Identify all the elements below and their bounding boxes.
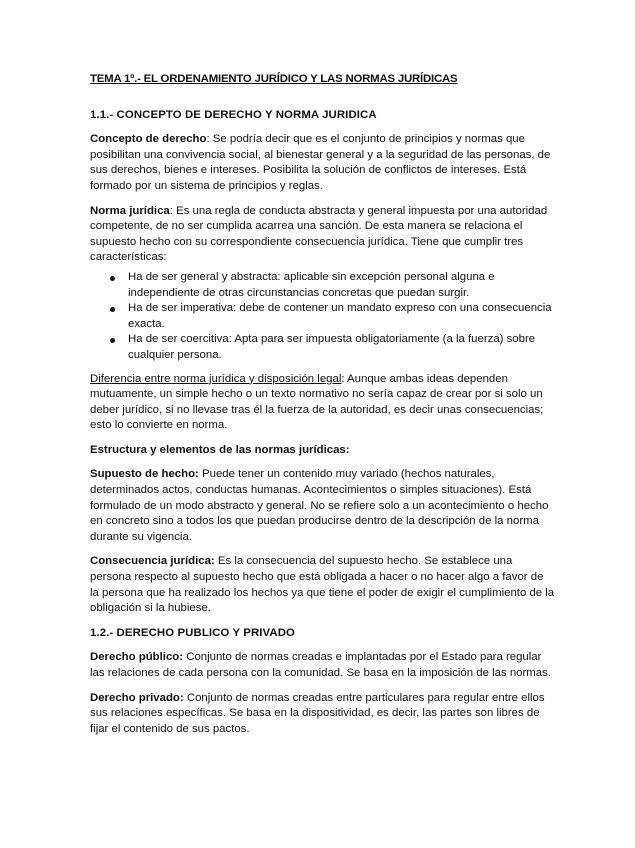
- text-derecho-publico: Conjunto de normas creadas e implantadas por el Estado para regular las relaciones de cada persona con la comunidad. Se basa en la imposición de las normas.: [90, 651, 551, 679]
- paragraph-derecho-publico: [90, 650, 555, 681]
- text-supuesto-hecho: Puede tener un contenido muy variado (hechos naturales, determinados actos, conductas humanas. Acontecimientos o simples situaciones). Está formulado de un modo abstracto y general. No se refiere solo a un acontecimiento o hecho en concreto sino a todos los que puedan producirse dentro de la descripción de la norma durante su vigencia.: [90, 468, 549, 543]
- caracteristicas-list: [90, 270, 555, 364]
- term-concepto-derecho: Concepto de derecho: [90, 133, 207, 146]
- caracteristica-text: Ha de ser general y abstracta: aplicable sin excepción personal alguna e independiente de otras circunstancias concretas que puedan surgir.: [128, 270, 495, 299]
- section-heading-publico-privado: 1.2.- DERECHO PUBLICO Y PRIVADO: [90, 626, 296, 639]
- paragraph-derecho-privado: [90, 691, 555, 738]
- subheading-estructura: Estructura y elementos de las normas jurídicas:: [90, 443, 350, 456]
- term-derecho-publico: Derecho público:: [90, 651, 184, 664]
- paragraph-diferencia: [90, 372, 555, 434]
- bullet-icon: [110, 307, 115, 312]
- caracteristica-text: Ha de ser coercitiva: Apta para ser impuesta obligatoriamente (a la fuerza) sobre cualquier persona.: [128, 333, 536, 361]
- term-derecho-privado: Derecho privado:: [90, 691, 184, 704]
- paragraph-supuesto-hecho: [90, 467, 555, 545]
- bullet-icon: [110, 338, 115, 343]
- list-item: [110, 332, 555, 363]
- caracteristica-text: Ha de ser imperativa: debe de contener un mandato expreso con una consecuencia exacta.: [128, 302, 552, 330]
- list-item: [110, 270, 555, 301]
- paragraph-norma-juridica: [90, 204, 555, 266]
- list-item: [110, 301, 555, 332]
- text-norma-juridica: : Es una regla de conducta abstracta y general impuesta por una autoridad competente, de no ser cumplida acarrea una sanción. De esta manera se relaciona el supuesto hecho con su correspondiente consecuencia jurídica. Tiene que cumplir tres características:: [90, 204, 548, 264]
- document-title: TEMA 1º.- EL ORDENAMIENTO JURÍDICO Y LAS NORMAS JURÍDICAS: [90, 73, 458, 85]
- text-concepto-derecho: : Se podría decir que es el conjunto de principios y normas que posibilitan una convivencia social, al bienestar general y a la seguridad de las personas, de sus derechos, bienes e intereses. Posibilita la solución de conflictos de intereses. Está formado por un sistema de principios y reglas.: [90, 133, 551, 192]
- term-diferencia: Diferencia entre norma jurídica y disposición legal: [90, 372, 342, 385]
- bullet-icon: [110, 276, 115, 281]
- term-norma-juridica: Norma jurídica: [90, 204, 170, 217]
- term-consecuencia-juridica: Consecuencia jurídica:: [90, 555, 215, 568]
- section-heading-concepto: 1.1.- CONCEPTO DE DERECHO Y NORMA JURIDICA: [90, 108, 377, 121]
- text-derecho-privado: Conjunto de normas creadas entre particulares para regular entre ellos sus relaciones específicas. Se basa en la dispositividad, es decir, las partes son libres de fijar el contenido de sus pactos.: [90, 691, 545, 735]
- text-consecuencia-juridica: Es la consecuencia del supuesto hecho. Se establece una persona respecto al supuesto hecho que está obligada a hacer o no hacer algo a favor de la persona que ha realizado los hechos ya que tiene el poder de exigir el cumplimiento de la obligación si la hubiese.: [90, 555, 555, 615]
- text-diferencia: : Aunque ambas ideas dependen mutuamente, un simple hecho o un texto normativo no sería capaz de crear por si solo un deber jurídico, si no llevase tras él la fuerza de la autoridad, es decir unas consecuencias; esto lo convierte en norma.: [90, 372, 544, 432]
- term-supuesto-hecho: Supuesto de hecho:: [90, 468, 199, 481]
- paragraph-consecuencia-juridica: [90, 554, 555, 616]
- paragraph-concepto-derecho: [90, 132, 555, 194]
